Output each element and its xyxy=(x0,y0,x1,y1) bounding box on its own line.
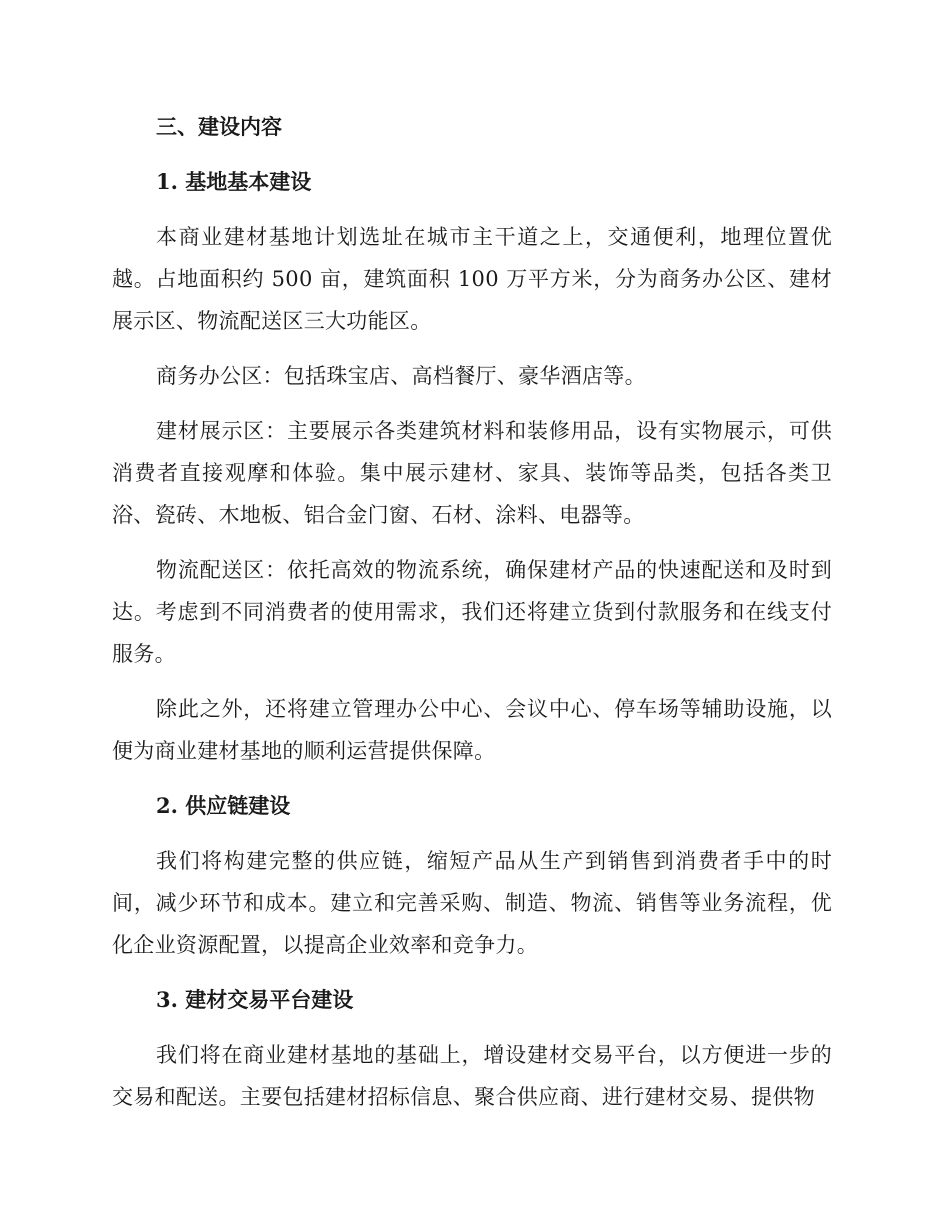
paragraph: 物流配送区：依托高效的物流系统，确保建材产品的快速配送和及时到达。考虑到不同消费者的使用需求，我们还将建立货到付款服务和在线支付服务。 xyxy=(112,558,832,666)
subsection-title-1: 1. 基地基本建设 xyxy=(156,169,312,194)
paragraph: 我们将在商业建材基地的基础上，增设建材交易平台，以方便进一步的交易和配送。主要包括建材招标信息、聚合供应商、进行建材交易、提供物 xyxy=(112,1043,832,1109)
paragraph: 商务办公区：包括珠宝店、高档餐厅、豪华酒店等。 xyxy=(156,364,646,388)
paragraph: 我们将构建完整的供应链，缩短产品从生产到销售到消费者手中的时间，减少环节和成本。建立和完善采购、制造、物流、销售等业务流程，优化企业资源配置，以提高企业效率和竞争力。 xyxy=(112,849,832,957)
document-body xyxy=(112,106,832,1131)
paragraph: 除此之外，还将建立管理办公中心、会议中心、停车场等辅助设施，以便为商业建材基地的顺利运营提供保障。 xyxy=(112,697,832,763)
paragraph: 建材展示区：主要展示各类建筑材料和装修用品，设有实物展示，可供消费者直接观摩和体验。集中展示建材、家具、装饰等品类，包括各类卫浴、瓷砖、木地板、铝合金门窗、石材、涂料、电器等。 xyxy=(112,419,832,527)
section-title: 三、建设内容 xyxy=(156,114,282,139)
subsection-title-3: 3. 建材交易平台建设 xyxy=(156,987,354,1012)
paragraph: 本商业建材基地计划选址在城市主干道之上，交通便利，地理位置优越。占地面积约 500 亩，建筑面积 100 万平方米，分为商务办公区、建材展示区、物流配送区三大功能区。 xyxy=(112,225,832,333)
subsection-title-2: 2. 供应链建设 xyxy=(156,793,291,818)
